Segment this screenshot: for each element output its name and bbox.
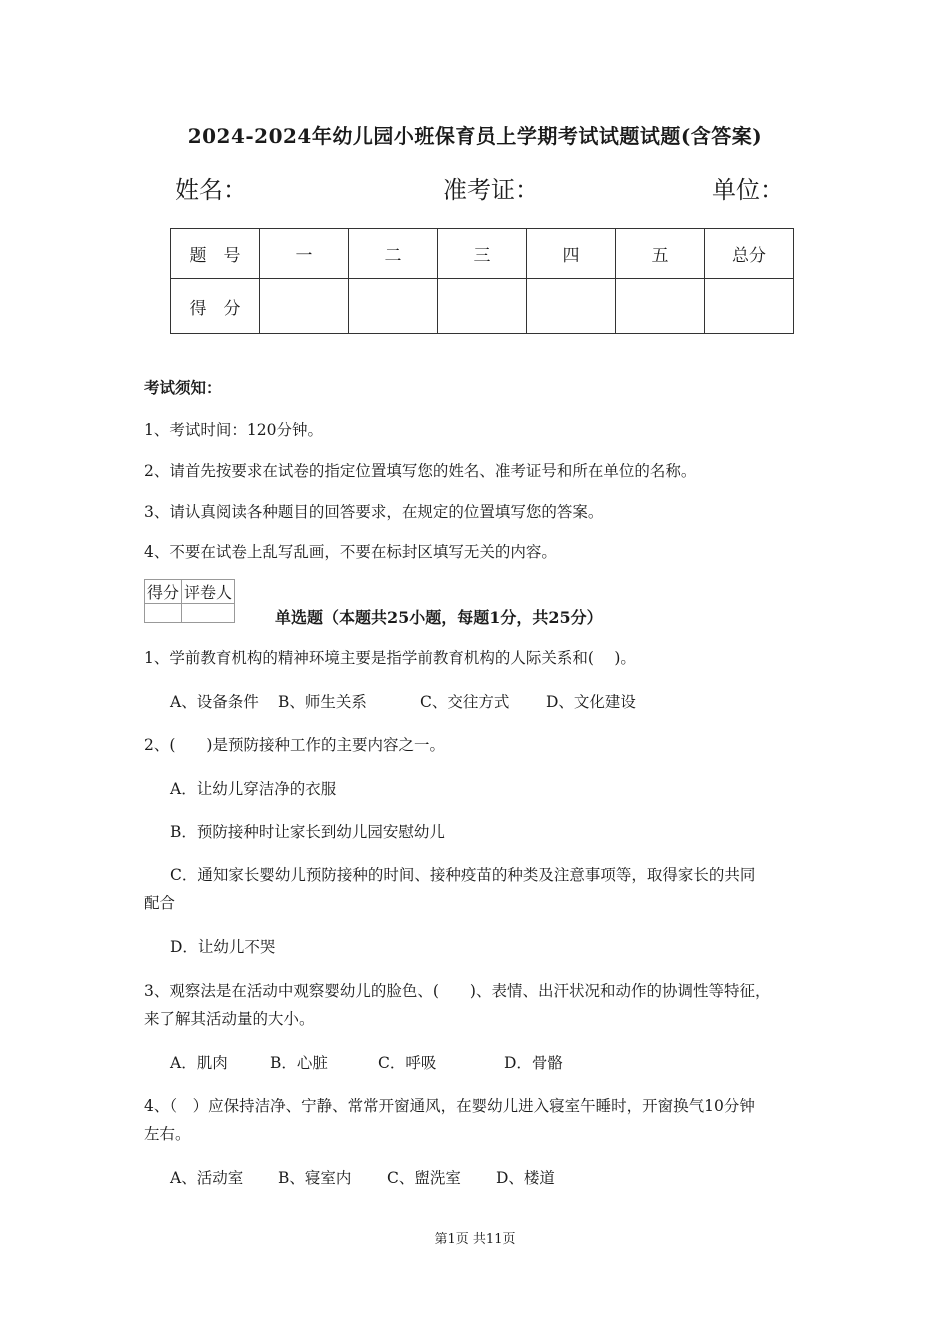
score-cell[interactable] (438, 279, 527, 334)
notice-item: 4、不要在试卷上乱写乱画，不要在标封区填写无关的内容。 (144, 543, 557, 561)
question-option[interactable]: A、设备条件 (170, 693, 259, 711)
score-cell[interactable] (705, 279, 794, 334)
notice-item: 2、请首先按要求在试卷的指定位置填写您的姓名、准考证号和所在单位的名称。 (144, 462, 697, 480)
question-option[interactable]: A．让幼儿穿洁净的衣服 (170, 780, 337, 798)
grader-score-cell[interactable] (145, 604, 182, 623)
question-stem-continuation: 左右。 (144, 1125, 191, 1143)
score-header-cell: 四 (527, 229, 616, 279)
score-table (170, 228, 794, 334)
question-option[interactable]: C、交往方式 (420, 693, 510, 711)
question-stem: 3、观察法是在活动中观察婴幼儿的脸色、( )、表情、出汗状况和动作的协调性等特征， (144, 982, 771, 1000)
score-cell[interactable] (616, 279, 705, 334)
question-option[interactable]: D．让幼儿不哭 (170, 938, 276, 956)
score-header-cell: 总分 (705, 229, 794, 279)
question-option[interactable]: B、寝室内 (278, 1169, 352, 1187)
grader-reviewer-cell[interactable] (182, 604, 235, 623)
question-stem: 1、学前教育机构的精神环境主要是指学前教育机构的人际关系和( )。 (144, 649, 636, 667)
unit-label: 单位： (712, 176, 784, 204)
grader-reviewer-label: 评卷人 (182, 580, 235, 604)
notice-item: 1、考试时间：120分钟。 (144, 421, 323, 439)
exam-id-label: 准考证： (443, 176, 539, 204)
score-header-cell: 五 (616, 229, 705, 279)
question-option[interactable]: B．心脏 (270, 1054, 328, 1072)
section-title: 单选题（本题共25小题，每题1分，共25分） (275, 608, 603, 627)
question-option[interactable]: D、楼道 (496, 1169, 555, 1187)
score-header-cell: 三 (438, 229, 527, 279)
score-row-label: 得 分 (171, 279, 260, 334)
question-option[interactable]: B．预防接种时让家长到幼儿园安慰幼儿 (170, 823, 445, 841)
score-cell[interactable] (349, 279, 438, 334)
score-table-score-row (171, 279, 794, 334)
score-header-cell: 题 号 (171, 229, 260, 279)
question-option-continuation: 配合 (144, 894, 176, 912)
question-option[interactable]: C．通知家长婴幼儿预防接种的时间、接种疫苗的种类及注意事项等，取得家长的共同 (170, 866, 756, 884)
notice-item: 3、请认真阅读各种题目的回答要求，在规定的位置填写您的答案。 (144, 503, 604, 521)
grader-table (144, 579, 235, 623)
notice-title: 考试须知： (144, 378, 222, 397)
score-table-header-row (171, 229, 794, 279)
question-option[interactable]: D、文化建设 (546, 693, 636, 711)
page-footer: 第1页 共11页 (434, 1232, 516, 1247)
question-option[interactable]: D．骨骼 (504, 1054, 563, 1072)
question-stem: 4、（ ）应保持洁净、宁静、常常开窗通风，在婴幼儿进入寝室午睡时，开窗换气10分钟 (144, 1097, 755, 1115)
score-header-cell: 一 (260, 229, 349, 279)
question-option[interactable]: C．呼吸 (378, 1054, 437, 1072)
question-option[interactable]: B、师生关系 (278, 693, 367, 711)
question-stem-continuation: 来了解其活动量的大小。 (144, 1010, 315, 1028)
name-label: 姓名： (175, 176, 247, 204)
score-header-cell: 二 (349, 229, 438, 279)
question-option[interactable]: A、活动室 (170, 1169, 244, 1187)
question-option[interactable]: C、盥洗室 (387, 1169, 461, 1187)
score-cell[interactable] (260, 279, 349, 334)
question-option[interactable]: A．肌肉 (170, 1054, 228, 1072)
page-title: 2024-2024年幼儿园小班保育员上学期考试试题试题(含答案) (187, 124, 763, 148)
grader-score-label: 得分 (145, 580, 182, 604)
question-stem: 2、( )是预防接种工作的主要内容之一。 (144, 736, 445, 754)
score-cell[interactable] (527, 279, 616, 334)
